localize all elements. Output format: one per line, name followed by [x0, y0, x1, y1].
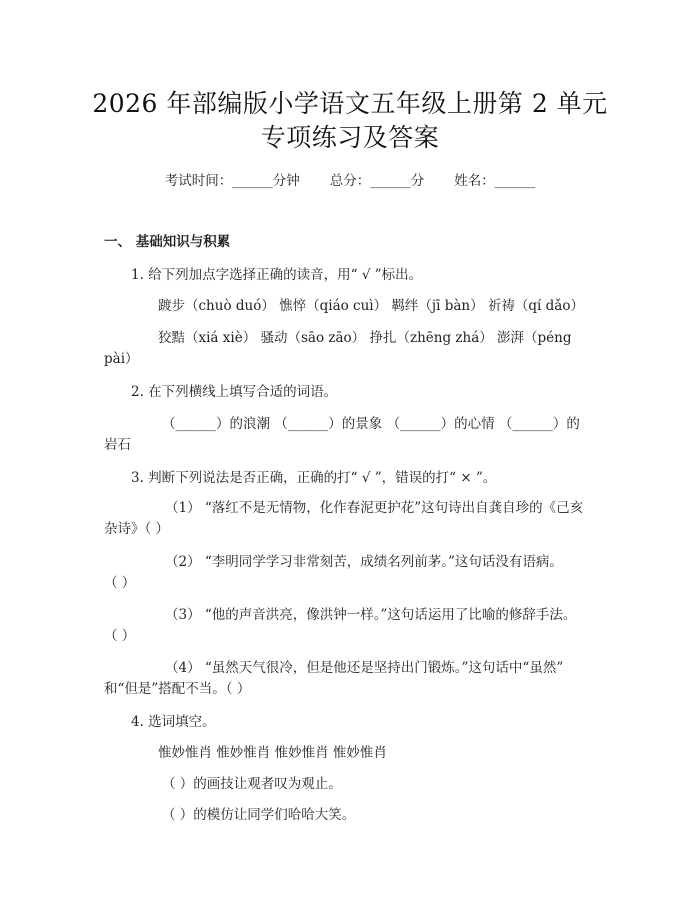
document-title-line2: 专项练习及答案: [260, 123, 440, 152]
question-1-row: 踱步（chuò duó） 憔悴（qiáo cuì） 羁绊（jī bàn） 祈祷（qí dǎo）: [158, 298, 584, 314]
question-3-item: （2） “李明同学学习非常刻苦，成绩名列前茅。”这句话没有语病。: [165, 554, 563, 570]
question-3-item: （3） “他的声音洪亮，像洪钟一样。”这句话运用了比喻的修辞手法。: [165, 607, 577, 623]
question-4-options: 惟妙惟肖 惟妙惟肖 惟妙惟肖 惟妙惟肖: [158, 745, 387, 761]
name-field: 姓名：______: [454, 173, 536, 189]
question-1-stem: 1. 给下列加点字选择正确的读音，用“ √ ”标出。: [131, 267, 423, 283]
question-3-item: 和“但是”搭配不当。（ ）: [104, 681, 251, 697]
question-3-item: （4） “虽然天气很冷，但是他还是坚持出门锻炼。”这句话中“虽然”: [165, 660, 564, 676]
question-3-item: （1） “落红不是无情物，化作春泥更护花”这句诗出自龚自珍的《己亥: [165, 500, 584, 516]
question-4-blank: （ ）的画技让观者叹为观止。: [162, 776, 342, 792]
exam-time-field: 考试时间：______分钟: [164, 173, 300, 189]
question-2-stem: 2. 在下列横线上填写合适的词语。: [131, 384, 338, 400]
question-1-row: 狡黠（xiá xiè） 骚动（sāo zāo） 挣扎（zhēng zhá） 澎湃（péng: [158, 330, 572, 346]
section-heading: 一、 基础知识与积累: [104, 234, 231, 250]
question-3-item: （ ）: [104, 628, 136, 644]
question-2-row: 岩石: [104, 437, 131, 453]
question-4-stem: 4. 选词填空。: [131, 714, 216, 730]
question-2-row: （______）的浪潮 （______）的景象 （______）的心情 （______）的: [162, 416, 580, 432]
total-score-field: 总分：______分: [329, 173, 425, 189]
question-1-row: pài）: [104, 351, 139, 367]
question-3-item: （ ）: [104, 575, 136, 591]
question-3-item: 杂诗》（ ）: [104, 521, 170, 537]
question-4-blank: （ ）的模仿让同学们哈哈大笑。: [162, 807, 356, 823]
exam-meta: [0, 169, 700, 189]
document-title-line1: 2026 年部编版小学语文五年级上册第 2 单元: [92, 89, 608, 118]
question-3-stem: 3. 判断下列说法是否正确，正确的打“ √ ”，错误的打“ × ”。: [131, 470, 497, 486]
